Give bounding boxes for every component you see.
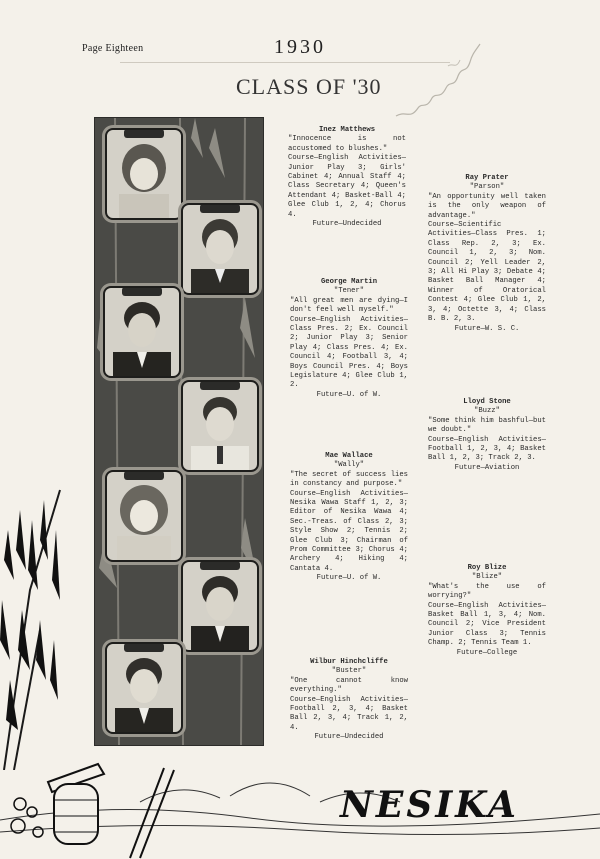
entry-activities: Course—English Activities—Football 2, 3, 4; Basket Ball 2, 3, 4; Track 1, 2, 4. (290, 695, 408, 732)
entry-quote: "What's the use of worrying?" (428, 582, 546, 601)
entry-quote: "All great men are dying—I don't feel well myself." (290, 296, 408, 315)
portrait-wilbur-hinchcliffe (105, 642, 183, 734)
entry-name: Roy Blize (467, 564, 507, 572)
page-number-label: Page Eighteen (82, 43, 144, 54)
entry-nickname: "Blize" (471, 573, 503, 582)
portrait-inez-matthews (105, 128, 183, 220)
lantern-cap (200, 381, 240, 390)
lantern-cap (200, 561, 240, 570)
entry-nickname: "Parson" (469, 183, 505, 192)
bamboo-illustration (0, 470, 80, 770)
entry-name: Wilbur Hinchcliffe (310, 658, 388, 666)
portrait-collage (94, 117, 264, 746)
lantern-cap (200, 204, 240, 213)
entry-nickname: "Buzz" (474, 407, 500, 416)
entry-inez-matthews (288, 126, 406, 229)
entry-activities: Course—English Activities—Basket Ball 1, 3, 4; Nom. Council 2; Vice President Junior Class 3; Tennis Champ. 2; Tennis Team 1. (428, 601, 546, 648)
entry-quote: "An opportunity well taken is the only weapon of advantage." (428, 192, 546, 220)
entry-name: Mae Wallace (325, 452, 373, 460)
entry-quote: "Some think him bashful—but we doubt." (428, 416, 546, 435)
lantern-cap (124, 129, 164, 138)
entry-activities: Course—English Activities—Junior Play 3; Girls' Cabinet 4; Annual Staff 4; Class Secretary 4; Queen's Attendant 4; Basket-Ball 4; Glee Club 1, 2, 4; Chorus 4. (288, 154, 406, 219)
handwritten-pencil-note (392, 36, 502, 136)
portrait-lloyd-stone (181, 380, 259, 472)
entry-ray-prater (428, 174, 546, 334)
entry-activities: Course—English Activities—Football 1, 2, 3, 4; Basket Ball 1, 2, 3; Track 2, 3. (428, 435, 546, 463)
nesika-wordmark: NESIKA (340, 784, 519, 826)
entry-wilbur-hinchcliffe (290, 658, 408, 743)
entry-future: Future—Undecided (312, 220, 382, 229)
entry-roy-blize (428, 564, 546, 658)
lantern-cap (124, 643, 164, 652)
portrait-roy-blize (181, 560, 259, 652)
entry-mae-wallace (290, 452, 408, 584)
entry-lloyd-stone (428, 398, 546, 473)
entry-nickname: "Tener" (333, 287, 365, 296)
portrait-mae-wallace (105, 470, 183, 562)
entry-activities: Course—Scientific Activities—Class Pres. 1; Class Rep. 2, 3; Ex. Council 1, 2, 3; Nom. Council 2; Yell Leader 2, 3; All Hi Play 3; Debate 4; Basket Ball Manager 4; Winner of Oratorical Contest 4; Glee Club 1, 2, 3, 4; Octette 3, 4; Class B. B. 2, 3. (428, 221, 546, 324)
entry-quote: "The secret of success lies in constancy and purpose." (290, 470, 408, 489)
portrait-ray-prater (181, 203, 259, 295)
entry-future: Future—U. of W. (316, 574, 382, 583)
lantern-cap (122, 287, 162, 296)
entry-name: George Martin (320, 278, 378, 286)
entry-future: Future—Aviation (454, 463, 520, 472)
entry-future: Future—U. of W. (316, 390, 382, 399)
entry-future: Future—Undecided (314, 733, 384, 742)
entry-quote: "One cannot know everything." (290, 676, 408, 695)
entry-name: Lloyd Stone (463, 398, 511, 406)
portrait-george-martin (103, 286, 181, 378)
paper-lantern-icon (48, 764, 104, 844)
page-title: CLASS OF '30 (236, 74, 382, 99)
lantern-cap (124, 471, 164, 480)
entry-future: Future—College (456, 648, 518, 657)
entry-george-martin (290, 278, 408, 400)
entry-quote: "Innocence is not accustomed to blushes." (288, 135, 406, 153)
entry-activities: Course—English Activities—Class Pres. 2; Ex. Council 2; Junior Play 3; Senior Play 4; Class Pres. 4; Ex. Council 4; Football 3, 4; Boys Council Pres. 4; Boys Legislature 4; Glee Club 1, 2. (290, 315, 408, 390)
entry-activities: Course—English Activities—Nesika Wawa Staff 1, 2, 3; Editor of Nesika Wawa 4; Sec.-Treas. of Class 2, 3; Style Show 2; Tennis 2; Glee Club 3; Chairman of Prom Committee 3; Chorus 4; Archery 4; Hiking 4; Cantata 4. (290, 489, 408, 573)
entry-nickname: "Wally" (333, 461, 365, 470)
entry-future: Future—W. S. C. (454, 324, 520, 333)
entry-nickname: "Buster" (331, 667, 367, 676)
entry-name: Ray Prater (465, 174, 509, 182)
yearbook-year: 1930 (274, 36, 326, 58)
entry-name: Inez Matthews (318, 126, 376, 134)
